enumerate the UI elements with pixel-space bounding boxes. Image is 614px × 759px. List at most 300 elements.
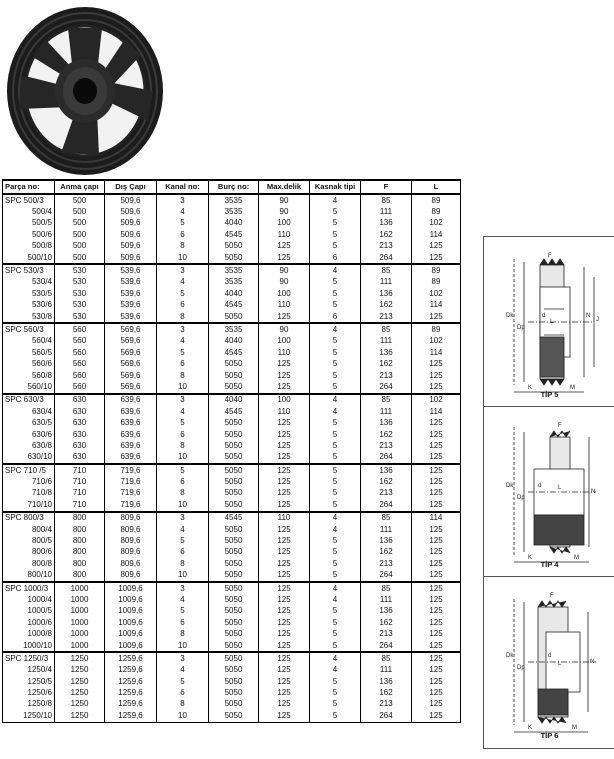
table-row xyxy=(3,594,461,605)
cell-max-bore: 125 xyxy=(259,594,310,605)
cell-max-bore: 110 xyxy=(259,512,310,524)
cell-groove-count: 6 xyxy=(157,687,209,698)
cell-groove-count: 8 xyxy=(157,699,209,710)
cell-max-bore: 125 xyxy=(259,665,310,676)
cell-outer-diameter: 569,6 xyxy=(105,347,157,358)
cell-bushing-no: 5050 xyxy=(209,710,259,722)
cell-l: 114 xyxy=(412,300,461,311)
svg-text:F: F xyxy=(558,423,562,429)
cell-bushing-no: 4545 xyxy=(209,229,259,240)
cell-pulley-type: 4 xyxy=(310,264,361,276)
cell-f: 85 xyxy=(361,394,412,406)
cell-nominal-diameter: 530 xyxy=(55,300,105,311)
svg-text:Dk: Dk xyxy=(506,483,514,489)
cell-part-no: 1250/10 xyxy=(3,710,55,722)
cell-bushing-no: 5050 xyxy=(209,699,259,710)
cell-l: 125 xyxy=(412,358,461,369)
cell-part-no: 630/10 xyxy=(3,452,55,464)
cell-l: 125 xyxy=(412,570,461,582)
cell-l: 125 xyxy=(412,464,461,476)
cell-groove-count: 10 xyxy=(157,499,209,511)
cell-f: 136 xyxy=(361,535,412,546)
cell-nominal-diameter: 560 xyxy=(55,336,105,347)
pulley-cross-section-icon xyxy=(484,407,614,577)
table-row xyxy=(3,476,461,487)
cell-max-bore: 125 xyxy=(259,417,310,428)
table-row xyxy=(3,311,461,323)
cell-max-bore: 125 xyxy=(259,358,310,369)
cell-pulley-type: 6 xyxy=(310,311,361,323)
cell-groove-count: 3 xyxy=(157,512,209,524)
cell-outer-diameter: 569,6 xyxy=(105,358,157,369)
cell-outer-diameter: 809,6 xyxy=(105,547,157,558)
cell-pulley-type: 5 xyxy=(310,710,361,722)
table-row xyxy=(3,440,461,451)
table-row xyxy=(3,277,461,288)
cell-part-no: SPC 1000/3 xyxy=(3,582,55,594)
cell-nominal-diameter: 710 xyxy=(55,499,105,511)
cell-nominal-diameter: 500 xyxy=(55,252,105,264)
cell-bushing-no: 5050 xyxy=(209,370,259,381)
cell-f: 264 xyxy=(361,452,412,464)
cell-f: 213 xyxy=(361,440,412,451)
cell-pulley-type: 5 xyxy=(310,440,361,451)
cell-part-no: 1250/4 xyxy=(3,665,55,676)
cell-outer-diameter: 1009,6 xyxy=(105,617,157,628)
cell-outer-diameter: 719,6 xyxy=(105,476,157,487)
cell-groove-count: 3 xyxy=(157,652,209,664)
table-row xyxy=(3,710,461,722)
cell-f: 136 xyxy=(361,347,412,358)
cell-nominal-diameter: 710 xyxy=(55,464,105,476)
cell-groove-count: 6 xyxy=(157,358,209,369)
cell-outer-diameter: 639,6 xyxy=(105,429,157,440)
cell-l: 125 xyxy=(412,417,461,428)
cell-pulley-type: 5 xyxy=(310,241,361,252)
cell-pulley-type: 4 xyxy=(310,512,361,524)
cell-groove-count: 4 xyxy=(157,206,209,217)
cell-nominal-diameter: 1250 xyxy=(55,652,105,664)
cell-part-no: 630/8 xyxy=(3,440,55,451)
table-row xyxy=(3,336,461,347)
cell-l: 125 xyxy=(412,535,461,546)
cell-l: 114 xyxy=(412,512,461,524)
cell-outer-diameter: 569,6 xyxy=(105,381,157,393)
cell-max-bore: 125 xyxy=(259,652,310,664)
cell-nominal-diameter: 500 xyxy=(55,229,105,240)
cell-pulley-type: 5 xyxy=(310,676,361,687)
cell-outer-diameter: 809,6 xyxy=(105,512,157,524)
cell-f: 264 xyxy=(361,252,412,264)
table-row xyxy=(3,699,461,710)
cell-part-no: 630/6 xyxy=(3,429,55,440)
cell-nominal-diameter: 500 xyxy=(55,241,105,252)
cell-f: 162 xyxy=(361,300,412,311)
cell-pulley-type: 5 xyxy=(310,488,361,499)
cell-outer-diameter: 639,6 xyxy=(105,394,157,406)
cell-f: 213 xyxy=(361,311,412,323)
svg-text:K: K xyxy=(528,725,533,731)
cell-outer-diameter: 1259,6 xyxy=(105,687,157,698)
cell-part-no: 1250/8 xyxy=(3,699,55,710)
cell-nominal-diameter: 1000 xyxy=(55,617,105,628)
svg-text:Dp: Dp xyxy=(517,495,525,501)
cell-groove-count: 10 xyxy=(157,570,209,582)
cell-nominal-diameter: 630 xyxy=(55,429,105,440)
cell-groove-count: 10 xyxy=(157,252,209,264)
cell-part-no: 800/4 xyxy=(3,524,55,535)
cell-l: 125 xyxy=(412,606,461,617)
cell-pulley-type: 5 xyxy=(310,699,361,710)
cell-pulley-type: 5 xyxy=(310,452,361,464)
cell-nominal-diameter: 1250 xyxy=(55,687,105,698)
cell-groove-count: 3 xyxy=(157,394,209,406)
col-header-pulley-type: Kasnak tipi xyxy=(310,180,361,194)
cell-part-no: 710/6 xyxy=(3,476,55,487)
col-header-nominal-diameter: Anma çapı xyxy=(55,180,105,194)
cell-nominal-diameter: 800 xyxy=(55,512,105,524)
cell-outer-diameter: 639,6 xyxy=(105,406,157,417)
cell-groove-count: 10 xyxy=(157,710,209,722)
cell-max-bore: 125 xyxy=(259,547,310,558)
col-header-bushing-no: Burç no: xyxy=(209,180,259,194)
cell-l: 102 xyxy=(412,336,461,347)
cell-f: 264 xyxy=(361,499,412,511)
cell-max-bore: 125 xyxy=(259,687,310,698)
cell-part-no: 1000/5 xyxy=(3,606,55,617)
cell-part-no: SPC 560/3 xyxy=(3,323,55,335)
cell-outer-diameter: 809,6 xyxy=(105,535,157,546)
cell-part-no: 500/5 xyxy=(3,218,55,229)
cell-l: 114 xyxy=(412,347,461,358)
cell-max-bore: 125 xyxy=(259,452,310,464)
table-row xyxy=(3,300,461,311)
cell-outer-diameter: 809,6 xyxy=(105,558,157,569)
cell-pulley-type: 4 xyxy=(310,594,361,605)
cell-pulley-type: 5 xyxy=(310,476,361,487)
cell-bushing-no: 3535 xyxy=(209,206,259,217)
col-header-f: F xyxy=(361,180,412,194)
table-row xyxy=(3,264,461,276)
cell-max-bore: 125 xyxy=(259,699,310,710)
cell-pulley-type: 5 xyxy=(310,206,361,217)
cell-outer-diameter: 639,6 xyxy=(105,417,157,428)
cell-nominal-diameter: 630 xyxy=(55,394,105,406)
cell-bushing-no: 5050 xyxy=(209,476,259,487)
cell-f: 162 xyxy=(361,429,412,440)
cell-nominal-diameter: 1250 xyxy=(55,665,105,676)
cell-groove-count: 6 xyxy=(157,300,209,311)
cell-l: 125 xyxy=(412,558,461,569)
cell-f: 264 xyxy=(361,640,412,652)
diagram-label: TİP 5 xyxy=(540,390,559,399)
cell-pulley-type: 5 xyxy=(310,429,361,440)
table-row xyxy=(3,288,461,299)
cell-nominal-diameter: 500 xyxy=(55,218,105,229)
cell-l: 125 xyxy=(412,476,461,487)
cell-outer-diameter: 539,6 xyxy=(105,277,157,288)
table-row xyxy=(3,194,461,206)
cell-outer-diameter: 1009,6 xyxy=(105,594,157,605)
cell-l: 125 xyxy=(412,628,461,639)
cell-pulley-type: 5 xyxy=(310,417,361,428)
cell-outer-diameter: 569,6 xyxy=(105,323,157,335)
cell-nominal-diameter: 560 xyxy=(55,347,105,358)
svg-text:M: M xyxy=(574,555,579,561)
cell-bushing-no: 4545 xyxy=(209,300,259,311)
cell-part-no: 500/10 xyxy=(3,252,55,264)
svg-text:Dp: Dp xyxy=(517,325,525,331)
cell-nominal-diameter: 560 xyxy=(55,381,105,393)
cell-bushing-no: 3535 xyxy=(209,194,259,206)
cell-groove-count: 4 xyxy=(157,406,209,417)
cell-pulley-type: 5 xyxy=(310,628,361,639)
svg-text:L: L xyxy=(558,485,562,491)
cell-f: 213 xyxy=(361,241,412,252)
cell-max-bore: 110 xyxy=(259,300,310,311)
cell-max-bore: 125 xyxy=(259,582,310,594)
cell-groove-count: 8 xyxy=(157,370,209,381)
cell-f: 213 xyxy=(361,699,412,710)
cell-pulley-type: 5 xyxy=(310,358,361,369)
cell-groove-count: 6 xyxy=(157,229,209,240)
cell-bushing-no: 5050 xyxy=(209,381,259,393)
cell-outer-diameter: 639,6 xyxy=(105,452,157,464)
cell-pulley-type: 5 xyxy=(310,218,361,229)
cell-outer-diameter: 539,6 xyxy=(105,288,157,299)
cell-f: 213 xyxy=(361,628,412,639)
cell-l: 125 xyxy=(412,547,461,558)
cell-max-bore: 125 xyxy=(259,617,310,628)
cell-groove-count: 10 xyxy=(157,452,209,464)
table-row xyxy=(3,582,461,594)
cell-outer-diameter: 719,6 xyxy=(105,488,157,499)
cell-max-bore: 110 xyxy=(259,406,310,417)
cell-groove-count: 8 xyxy=(157,440,209,451)
cell-groove-count: 8 xyxy=(157,241,209,252)
cell-f: 136 xyxy=(361,606,412,617)
pulley-cross-section-icon xyxy=(484,577,614,748)
svg-text:Dp: Dp xyxy=(517,665,525,671)
cell-groove-count: 5 xyxy=(157,535,209,546)
cell-bushing-no: 5050 xyxy=(209,628,259,639)
cell-f: 213 xyxy=(361,488,412,499)
cell-pulley-type: 5 xyxy=(310,277,361,288)
cell-bushing-no: 5050 xyxy=(209,440,259,451)
table-row xyxy=(3,665,461,676)
cell-l: 125 xyxy=(412,370,461,381)
table-row xyxy=(3,381,461,393)
cell-l: 125 xyxy=(412,241,461,252)
cell-bushing-no: 4040 xyxy=(209,288,259,299)
cell-nominal-diameter: 1250 xyxy=(55,699,105,710)
cell-part-no: 1000/6 xyxy=(3,617,55,628)
cell-max-bore: 125 xyxy=(259,476,310,487)
cell-max-bore: 100 xyxy=(259,336,310,347)
cell-l: 125 xyxy=(412,594,461,605)
cell-part-no: 800/10 xyxy=(3,570,55,582)
cell-l: 125 xyxy=(412,429,461,440)
cell-bushing-no: 5050 xyxy=(209,640,259,652)
cell-f: 136 xyxy=(361,417,412,428)
cell-groove-count: 5 xyxy=(157,288,209,299)
cell-max-bore: 125 xyxy=(259,710,310,722)
cell-nominal-diameter: 800 xyxy=(55,535,105,546)
cell-part-no: SPC 800/3 xyxy=(3,512,55,524)
svg-text:N: N xyxy=(591,489,596,495)
cell-f: 162 xyxy=(361,229,412,240)
cell-l: 125 xyxy=(412,524,461,535)
svg-text:d: d xyxy=(538,483,542,489)
cell-pulley-type: 5 xyxy=(310,558,361,569)
cell-groove-count: 5 xyxy=(157,676,209,687)
cell-outer-diameter: 639,6 xyxy=(105,440,157,451)
cell-nominal-diameter: 710 xyxy=(55,488,105,499)
cell-outer-diameter: 539,6 xyxy=(105,311,157,323)
cell-bushing-no: 5050 xyxy=(209,652,259,664)
cell-outer-diameter: 509,6 xyxy=(105,218,157,229)
table-row xyxy=(3,535,461,546)
cell-max-bore: 125 xyxy=(259,370,310,381)
cell-part-no: 530/8 xyxy=(3,311,55,323)
cell-max-bore: 125 xyxy=(259,535,310,546)
table-row xyxy=(3,464,461,476)
cell-f: 85 xyxy=(361,512,412,524)
cell-nominal-diameter: 500 xyxy=(55,194,105,206)
cell-nominal-diameter: 1000 xyxy=(55,640,105,652)
cell-part-no: 710/10 xyxy=(3,499,55,511)
cell-pulley-type: 4 xyxy=(310,394,361,406)
table-row xyxy=(3,229,461,240)
pulley-cross-section-icon xyxy=(484,237,614,407)
cell-f: 264 xyxy=(361,570,412,582)
svg-text:J: J xyxy=(596,317,599,323)
cell-pulley-type: 4 xyxy=(310,524,361,535)
table-row xyxy=(3,417,461,428)
cell-max-bore: 125 xyxy=(259,628,310,639)
cell-groove-count: 6 xyxy=(157,547,209,558)
cell-nominal-diameter: 530 xyxy=(55,288,105,299)
cell-pulley-type: 4 xyxy=(310,323,361,335)
svg-text:d: d xyxy=(542,313,546,319)
cell-bushing-no: 5050 xyxy=(209,558,259,569)
cell-max-bore: 125 xyxy=(259,606,310,617)
table-row xyxy=(3,218,461,229)
cell-pulley-type: 5 xyxy=(310,464,361,476)
table-row xyxy=(3,570,461,582)
cell-part-no: 560/6 xyxy=(3,358,55,369)
cell-bushing-no: 5050 xyxy=(209,535,259,546)
cell-groove-count: 6 xyxy=(157,476,209,487)
cell-bushing-no: 5050 xyxy=(209,687,259,698)
cell-outer-diameter: 1009,6 xyxy=(105,582,157,594)
cell-groove-count: 4 xyxy=(157,594,209,605)
col-header-max-bore: Max.delik xyxy=(259,180,310,194)
col-header-l: L xyxy=(412,180,461,194)
cell-outer-diameter: 809,6 xyxy=(105,570,157,582)
cell-nominal-diameter: 500 xyxy=(55,206,105,217)
cell-part-no: SPC 710 /5 xyxy=(3,464,55,476)
cell-bushing-no: 5050 xyxy=(209,594,259,605)
cell-f: 162 xyxy=(361,358,412,369)
cell-l: 125 xyxy=(412,676,461,687)
cell-l: 102 xyxy=(412,394,461,406)
cell-part-no: 500/4 xyxy=(3,206,55,217)
cell-max-bore: 90 xyxy=(259,264,310,276)
cell-pulley-type: 5 xyxy=(310,535,361,546)
table-row xyxy=(3,558,461,569)
cell-outer-diameter: 1259,6 xyxy=(105,652,157,664)
diagram-tip5 xyxy=(483,236,614,408)
cell-groove-count: 10 xyxy=(157,640,209,652)
cell-part-no: 530/6 xyxy=(3,300,55,311)
table-row xyxy=(3,499,461,511)
cell-bushing-no: 5050 xyxy=(209,665,259,676)
cell-groove-count: 6 xyxy=(157,617,209,628)
cell-groove-count: 4 xyxy=(157,336,209,347)
cell-nominal-diameter: 800 xyxy=(55,558,105,569)
cell-pulley-type: 5 xyxy=(310,347,361,358)
cell-groove-count: 3 xyxy=(157,323,209,335)
table-row xyxy=(3,652,461,664)
cell-pulley-type: 5 xyxy=(310,606,361,617)
cell-l: 125 xyxy=(412,665,461,676)
cell-pulley-type: 5 xyxy=(310,370,361,381)
cell-bushing-no: 3535 xyxy=(209,277,259,288)
cell-groove-count: 4 xyxy=(157,524,209,535)
cell-l: 89 xyxy=(412,264,461,276)
cell-groove-count: 8 xyxy=(157,628,209,639)
cell-part-no: SPC 530/3 xyxy=(3,264,55,276)
cell-nominal-diameter: 800 xyxy=(55,570,105,582)
cell-bushing-no: 5050 xyxy=(209,417,259,428)
cell-outer-diameter: 569,6 xyxy=(105,370,157,381)
cell-part-no: 800/6 xyxy=(3,547,55,558)
cell-bushing-no: 4040 xyxy=(209,394,259,406)
cell-bushing-no: 4545 xyxy=(209,512,259,524)
table-row xyxy=(3,452,461,464)
cell-max-bore: 110 xyxy=(259,347,310,358)
cell-f: 85 xyxy=(361,194,412,206)
cell-bushing-no: 5050 xyxy=(209,452,259,464)
cell-max-bore: 100 xyxy=(259,218,310,229)
table-row xyxy=(3,429,461,440)
cell-part-no: 800/8 xyxy=(3,558,55,569)
cell-f: 213 xyxy=(361,558,412,569)
table-row xyxy=(3,512,461,524)
cell-pulley-type: 5 xyxy=(310,617,361,628)
cell-outer-diameter: 1259,6 xyxy=(105,676,157,687)
cell-nominal-diameter: 1000 xyxy=(55,606,105,617)
table-row xyxy=(3,676,461,687)
cell-bushing-no: 5050 xyxy=(209,606,259,617)
table-header-row xyxy=(3,180,461,194)
cell-f: 136 xyxy=(361,464,412,476)
cell-f: 162 xyxy=(361,617,412,628)
table-row xyxy=(3,687,461,698)
cell-l: 125 xyxy=(412,617,461,628)
cell-f: 111 xyxy=(361,594,412,605)
cell-pulley-type: 5 xyxy=(310,547,361,558)
cell-part-no: 800/5 xyxy=(3,535,55,546)
cell-nominal-diameter: 1000 xyxy=(55,594,105,605)
cell-part-no: 1000/4 xyxy=(3,594,55,605)
cell-bushing-no: 5050 xyxy=(209,676,259,687)
cell-l: 125 xyxy=(412,452,461,464)
cell-max-bore: 125 xyxy=(259,488,310,499)
col-header-part-no: Parça no: xyxy=(3,180,55,194)
cell-l: 114 xyxy=(412,406,461,417)
